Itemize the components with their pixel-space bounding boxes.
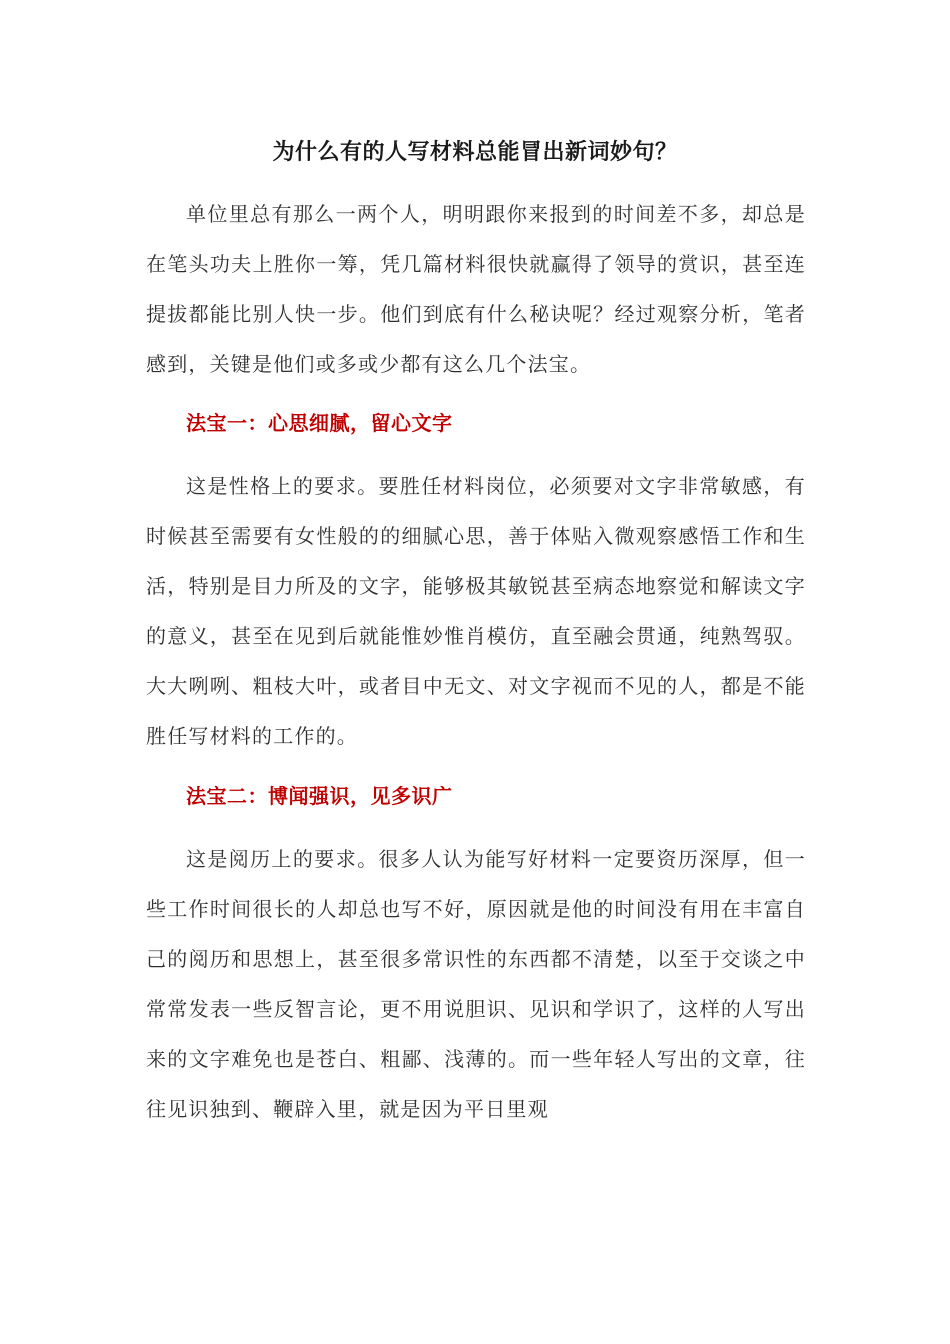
intro-paragraph: 单位里总有那么一两个人，明明跟你来报到的时间差不多，却总是在笔头功夫上胜你一筹，凭几篇材料很快就赢得了领导的赏识，甚至连提拔都能比别人快一步。他们到底有什么秘诀呢？经过观察分析，笔者感到，关键是他们或多或少都有这么几个法宝。 [146, 202, 806, 376]
section-body-2: 这是阅历上的要求。很多人认为能写好材料一定要资历深厚，但一些工作时间很长的人却总也写不好，原因就是他的时间没有用在丰富自己的阅历和思想上，甚至很多常识性的东西都不清楚，以至于交谈之中常常发表一些反智言论，更不用说胆识、见识和学识了，这样的人写出来的文字难免也是苍白、粗鄙、浅薄的。而一些年轻人写出的文章，往往见识独到、鞭辟入里，就是因为平日里观 [146, 847, 806, 1121]
section-body-1: 这是性格上的要求。要胜任材料岗位，必须要对文字非常敏感，有时候甚至需要有女性般的的细腻心思，善于体贴入微观察感悟工作和生活，特别是目力所及的文字，能够极其敏锐甚至病态地察觉和解读文字的意义，甚至在见到后就能惟妙惟肖模仿，直至融会贯通，纯熟驾驭。大大咧咧、粗枝大叶，或者目中无文、对文字视而不见的人，都是不能胜任写材料的工作的。 [146, 474, 806, 748]
section-heading-1: 法宝一：心思细腻，留心文字 [186, 411, 453, 435]
document-title: 为什么有的人写材料总能冒出新词妙句？ [272, 139, 678, 165]
section-heading-2: 法宝二：博闻强识，见多识广 [186, 784, 453, 808]
